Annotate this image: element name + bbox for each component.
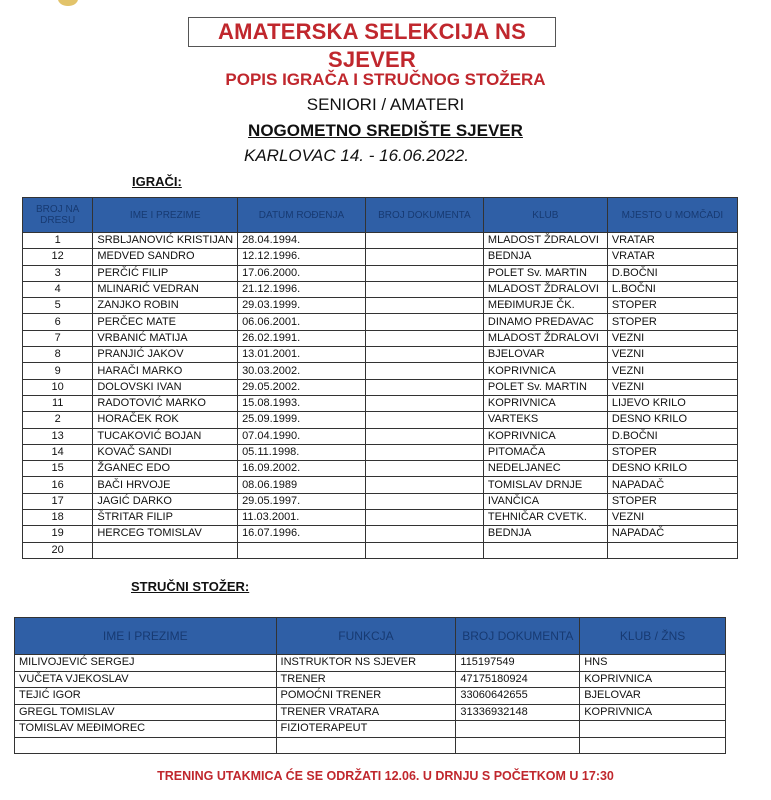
- player-cell: 15.08.1993.: [238, 395, 366, 411]
- player-row: [23, 412, 738, 428]
- player-cell: 29.05.2002.: [238, 379, 366, 395]
- player-cell: PERČIĆ FILIP: [93, 265, 238, 281]
- player-cell: [365, 298, 483, 314]
- player-cell: VEZNI: [607, 363, 737, 379]
- player-cell: 12.12.1996.: [238, 249, 366, 265]
- player-cell: VARTEKS: [483, 412, 607, 428]
- player-row: [23, 510, 738, 526]
- staff-cell: [456, 737, 580, 754]
- player-cell: [483, 542, 607, 558]
- player-cell: [365, 281, 483, 297]
- staff-cell: 115197549: [456, 655, 580, 672]
- player-cell: [365, 428, 483, 444]
- center-name: NOGOMETNO SREDIŠTE SJEVER: [248, 121, 523, 140]
- col-header: IME I PREZIME: [15, 618, 277, 655]
- staff-cell: HNS: [580, 655, 726, 672]
- player-cell: 21.12.1996.: [238, 281, 366, 297]
- player-row: [23, 444, 738, 460]
- player-cell: 20: [23, 542, 93, 558]
- player-cell: LIJEVO KRILO: [607, 395, 737, 411]
- player-row: [23, 265, 738, 281]
- col-header: FUNKCJA: [276, 618, 456, 655]
- player-cell: POLET Sv. MARTIN: [483, 265, 607, 281]
- player-cell: STOPER: [607, 314, 737, 330]
- player-row: [23, 363, 738, 379]
- player-cell: 11.03.2001.: [238, 510, 366, 526]
- player-cell: BJELOVAR: [483, 347, 607, 363]
- player-row: [23, 233, 738, 249]
- player-cell: TOMISLAV DRNJE: [483, 477, 607, 493]
- player-cell: KOPRIVNICA: [483, 395, 607, 411]
- players-section-label: IGRAČI:: [132, 174, 182, 189]
- player-row: [23, 347, 738, 363]
- player-cell: STOPER: [607, 444, 737, 460]
- player-cell: [365, 542, 483, 558]
- player-cell: 7: [23, 330, 93, 346]
- player-cell: HERCEG TOMISLAV: [93, 526, 238, 542]
- player-cell: MEDVED SANDRO: [93, 249, 238, 265]
- player-cell: BEDNJA: [483, 249, 607, 265]
- player-cell: 28.04.1994.: [238, 233, 366, 249]
- player-row: [23, 461, 738, 477]
- staff-cell: VUČETA VJEKOSLAV: [15, 671, 277, 688]
- staff-cell: TOMISLAV MEĐIMOREC: [15, 721, 277, 738]
- staff-row: [15, 671, 726, 688]
- player-cell: PRANJIĆ JAKOV: [93, 347, 238, 363]
- staff-table: [14, 617, 726, 754]
- staff-cell: [580, 721, 726, 738]
- col-header: KLUB / ŽNS: [580, 618, 726, 655]
- logo-fragment: [58, 0, 78, 6]
- player-cell: VEZNI: [607, 510, 737, 526]
- player-cell: 13.01.2001.: [238, 347, 366, 363]
- player-cell: D.BOČNI: [607, 428, 737, 444]
- player-cell: [365, 395, 483, 411]
- player-cell: KOVAČ SANDI: [93, 444, 238, 460]
- player-cell: NAPADAČ: [607, 477, 737, 493]
- player-row: [23, 477, 738, 493]
- player-row: [23, 314, 738, 330]
- staff-cell: TEJIĆ IGOR: [15, 688, 277, 705]
- staff-row: [15, 737, 726, 754]
- staff-section-label: STRUČNI STOŽER:: [131, 579, 250, 594]
- col-header: BROJ DOKUMENTA: [456, 618, 580, 655]
- player-cell: 9: [23, 363, 93, 379]
- player-row: [23, 281, 738, 297]
- player-cell: 5: [23, 298, 93, 314]
- player-cell: [365, 526, 483, 542]
- player-cell: 16.07.1996.: [238, 526, 366, 542]
- player-cell: BAČI HRVOJE: [93, 477, 238, 493]
- player-cell: 29.05.1997.: [238, 493, 366, 509]
- player-cell: 6: [23, 314, 93, 330]
- staff-cell: [456, 721, 580, 738]
- staff-cell: TRENER: [276, 671, 456, 688]
- footer-note: TRENING UTAKMICA ĆE SE ODRŽATI 12.06. U DRNJU S POČETKOM U 17:30: [157, 769, 614, 783]
- player-cell: [365, 347, 483, 363]
- player-cell: NAPADAČ: [607, 526, 737, 542]
- player-cell: 3: [23, 265, 93, 281]
- player-cell: 07.04.1990.: [238, 428, 366, 444]
- player-cell: PITOMAČA: [483, 444, 607, 460]
- staff-cell: [276, 737, 456, 754]
- player-row: [23, 493, 738, 509]
- staff-cell: 47175180924: [456, 671, 580, 688]
- player-cell: 29.03.1999.: [238, 298, 366, 314]
- player-cell: 2: [23, 412, 93, 428]
- player-row: [23, 298, 738, 314]
- col-header: BROJ NA DRESU: [23, 198, 93, 233]
- player-cell: VEZNI: [607, 330, 737, 346]
- staff-cell: BJELOVAR: [580, 688, 726, 705]
- staff-cell: TRENER VRATARA: [276, 704, 456, 721]
- staff-cell: POMOĆNI TRENER: [276, 688, 456, 705]
- player-cell: VRATAR: [607, 233, 737, 249]
- player-cell: 14: [23, 444, 93, 460]
- player-cell: 06.06.2001.: [238, 314, 366, 330]
- player-cell: DESNO KRILO: [607, 461, 737, 477]
- player-row: [23, 542, 738, 558]
- player-cell: [365, 412, 483, 428]
- player-cell: 26.02.1991.: [238, 330, 366, 346]
- location-date: KARLOVAC 14. - 16.06.2022.: [244, 146, 469, 165]
- staff-cell: KOPRIVNICA: [580, 671, 726, 688]
- staff-header-row: [15, 618, 726, 655]
- player-cell: 16.09.2002.: [238, 461, 366, 477]
- staff-row: [15, 655, 726, 672]
- player-cell: MEĐIMURJE ČK.: [483, 298, 607, 314]
- staff-cell: GREGL TOMISLAV: [15, 704, 277, 721]
- player-cell: 25.09.1999.: [238, 412, 366, 428]
- player-cell: L.BOČNI: [607, 281, 737, 297]
- player-cell: RADOTOVIĆ MARKO: [93, 395, 238, 411]
- player-cell: [93, 542, 238, 558]
- player-cell: MLADOST ŽDRALOVI: [483, 281, 607, 297]
- player-cell: ŠTRITAR FILIP: [93, 510, 238, 526]
- player-cell: TEHNIČAR CVETK.: [483, 510, 607, 526]
- player-cell: 16: [23, 477, 93, 493]
- staff-cell: INSTRUKTOR NS SJEVER: [276, 655, 456, 672]
- player-row: [23, 249, 738, 265]
- player-cell: DESNO KRILO: [607, 412, 737, 428]
- player-cell: JAGIĆ DARKO: [93, 493, 238, 509]
- player-cell: 18: [23, 510, 93, 526]
- player-cell: 1: [23, 233, 93, 249]
- player-cell: VEZNI: [607, 347, 737, 363]
- staff-cell: MILIVOJEVIĆ SERGEJ: [15, 655, 277, 672]
- player-cell: MLINARIĆ VEDRAN: [93, 281, 238, 297]
- staff-cell: KOPRIVNICA: [580, 704, 726, 721]
- document-subtitle: POPIS IGRAČA I STRUČNOG STOŽERA: [225, 70, 546, 89]
- player-cell: POLET Sv. MARTIN: [483, 379, 607, 395]
- player-cell: MLADOST ŽDRALOVI: [483, 233, 607, 249]
- player-cell: MLADOST ŽDRALOVI: [483, 330, 607, 346]
- player-cell: STOPER: [607, 298, 737, 314]
- player-row: [23, 379, 738, 395]
- player-row: [23, 428, 738, 444]
- staff-cell: 31336932148: [456, 704, 580, 721]
- player-cell: VEZNI: [607, 379, 737, 395]
- staff-row: [15, 721, 726, 738]
- player-cell: 13: [23, 428, 93, 444]
- col-header: DATUM ROĐENJA: [238, 198, 366, 233]
- col-header: MJESTO U MOMČADI: [607, 198, 737, 233]
- player-cell: 19: [23, 526, 93, 542]
- col-header: KLUB: [483, 198, 607, 233]
- player-cell: 17: [23, 493, 93, 509]
- staff-cell: [15, 737, 277, 754]
- player-cell: [365, 265, 483, 281]
- players-table: [22, 197, 738, 559]
- player-cell: DINAMO PREDAVAC: [483, 314, 607, 330]
- player-row: [23, 395, 738, 411]
- staff-row: [15, 688, 726, 705]
- player-cell: 8: [23, 347, 93, 363]
- player-cell: 08.06.1989: [238, 477, 366, 493]
- player-cell: STOPER: [607, 493, 737, 509]
- document-title: AMATERSKA SELEKCIJA NS SJEVER: [188, 17, 556, 47]
- player-cell: SRBLJANOVIĆ KRISTIJAN: [93, 233, 238, 249]
- player-row: [23, 526, 738, 542]
- player-cell: NEDELJANEC: [483, 461, 607, 477]
- player-cell: VRBANIĆ MATIJA: [93, 330, 238, 346]
- player-cell: KOPRIVNICA: [483, 428, 607, 444]
- player-cell: [365, 461, 483, 477]
- player-cell: 11: [23, 395, 93, 411]
- player-cell: ZANJKO ROBIN: [93, 298, 238, 314]
- player-cell: [365, 233, 483, 249]
- players-header-row: [23, 198, 738, 233]
- player-cell: 30.03.2002.: [238, 363, 366, 379]
- staff-cell: [580, 737, 726, 754]
- player-cell: [365, 510, 483, 526]
- player-cell: D.BOČNI: [607, 265, 737, 281]
- player-cell: [238, 542, 366, 558]
- player-cell: PERČEC MATE: [93, 314, 238, 330]
- player-cell: 12: [23, 249, 93, 265]
- player-cell: BEDNJA: [483, 526, 607, 542]
- staff-row: [15, 704, 726, 721]
- col-header: IME I PREZIME: [93, 198, 238, 233]
- player-cell: [365, 493, 483, 509]
- player-cell: VRATAR: [607, 249, 737, 265]
- staff-cell: 33060642655: [456, 688, 580, 705]
- player-cell: [365, 379, 483, 395]
- player-cell: DOLOVSKI IVAN: [93, 379, 238, 395]
- player-cell: [607, 542, 737, 558]
- player-cell: [365, 330, 483, 346]
- player-cell: [365, 314, 483, 330]
- player-cell: 05.11.1998.: [238, 444, 366, 460]
- player-cell: [365, 444, 483, 460]
- player-cell: HARAČI MARKO: [93, 363, 238, 379]
- player-cell: TUCAKOVIĆ BOJAN: [93, 428, 238, 444]
- player-cell: 15: [23, 461, 93, 477]
- player-cell: 10: [23, 379, 93, 395]
- player-row: [23, 330, 738, 346]
- player-cell: ŽGANEC EDO: [93, 461, 238, 477]
- player-cell: [365, 477, 483, 493]
- player-cell: 17.06.2000.: [238, 265, 366, 281]
- col-header: BROJ DOKUMENTA: [365, 198, 483, 233]
- player-cell: KOPRIVNICA: [483, 363, 607, 379]
- player-cell: 4: [23, 281, 93, 297]
- player-cell: [365, 249, 483, 265]
- player-cell: IVANČICA: [483, 493, 607, 509]
- staff-cell: FIZIOTERAPEUT: [276, 721, 456, 738]
- player-cell: HORAČEK ROK: [93, 412, 238, 428]
- category-line: SENIORI / AMATERI: [306, 95, 465, 114]
- player-cell: [365, 363, 483, 379]
